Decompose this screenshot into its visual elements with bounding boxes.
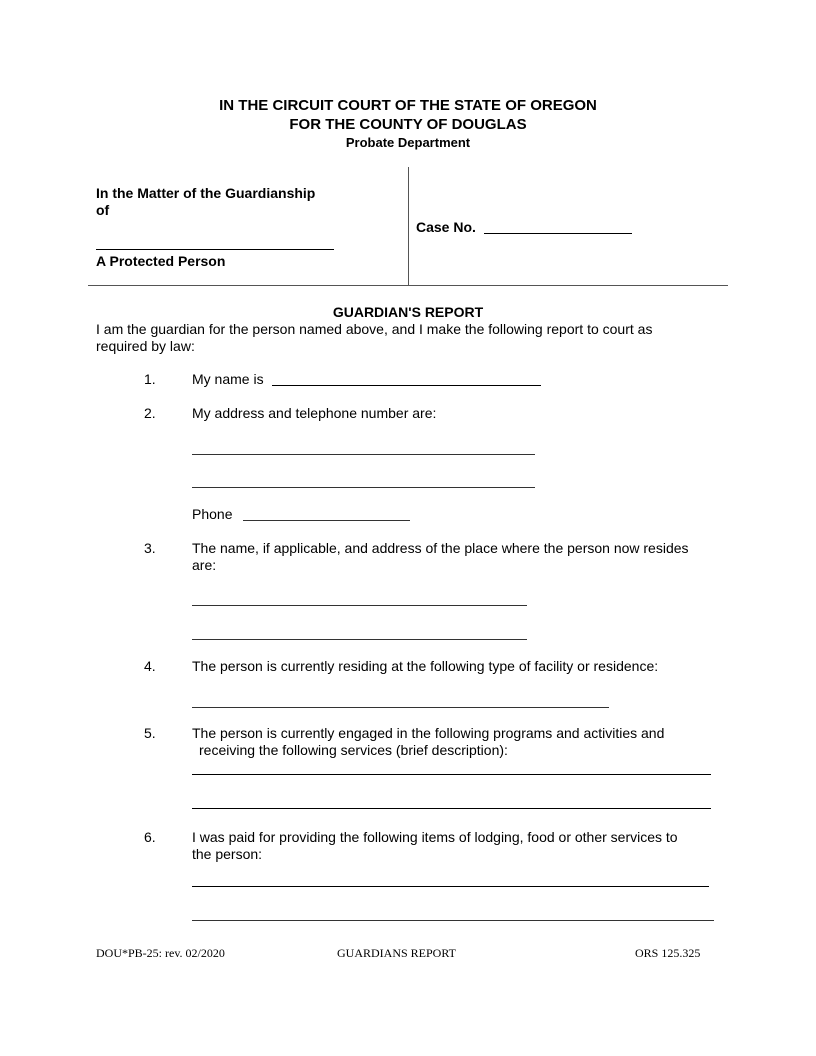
item-5-text-line-2: receiving the following services (brief description): [199,742,508,758]
item-4-text: The person is currently residing at the following type of facility or residence: [192,658,659,674]
matter-line-1: In the Matter of the Guardianship [96,185,316,201]
intro-line-2: required by law: [96,338,195,354]
item-2-text: My address and telephone number are: [192,405,437,421]
residence-line-1-field[interactable] [192,605,527,606]
item-4-number: 4. [144,658,156,674]
item-5-text-line-1: The person is currently engaged in the following programs and activities and [192,725,665,741]
item-2-number: 2. [144,405,156,421]
payments-line-1-field[interactable] [192,886,709,887]
item-6-text-line-1: I was paid for providing the following items of lodging, food or other services to [192,829,678,845]
payments-line-2-field[interactable] [192,920,714,921]
caption-bottom-rule [88,285,728,286]
programs-line-1-field[interactable] [192,774,711,775]
case-no-label: Case No. [416,219,476,235]
matter-line-2: of [96,202,110,218]
statute-reference: ORS 125.325 [635,946,701,960]
report-title: GUARDIAN'S REPORT [332,304,484,320]
programs-line-2-field[interactable] [192,808,711,809]
case-no-field[interactable] [484,233,632,234]
item-3-text-line-1: The name, if applicable, and address of the place where the person now resides [192,540,689,556]
protected-person-name-field[interactable] [96,249,334,250]
department-title: Probate Department [345,135,471,150]
item-3-text-line-2: are: [192,557,217,573]
intro-line-1: I am the guardian for the person named above, and I make the following report to court as [96,321,653,337]
facility-type-field[interactable] [192,707,609,708]
form-id: DOU*PB-25: rev. 02/2020 [96,946,225,960]
item-5-number: 5. [144,725,156,741]
item-6-text-line-2: the person: [192,846,263,862]
form-name: GUARDIANS REPORT [337,946,456,960]
caption-divider [408,167,409,285]
court-title: IN THE CIRCUIT COURT OF THE STATE OF OREGON [219,97,597,114]
guardian-name-field[interactable] [272,385,541,386]
address-line-2-field[interactable] [192,487,535,488]
protected-person-label: A Protected Person [96,253,226,269]
residence-line-2-field[interactable] [192,639,527,640]
item-6-number: 6. [144,829,156,845]
item-3-number: 3. [144,540,156,556]
phone-label: Phone [192,506,233,522]
item-1-number: 1. [144,371,156,387]
county-title: FOR THE COUNTY OF DOUGLAS [289,116,527,133]
phone-field[interactable] [243,520,410,521]
item-1-text: My name is [192,371,264,387]
address-line-1-field[interactable] [192,454,535,455]
